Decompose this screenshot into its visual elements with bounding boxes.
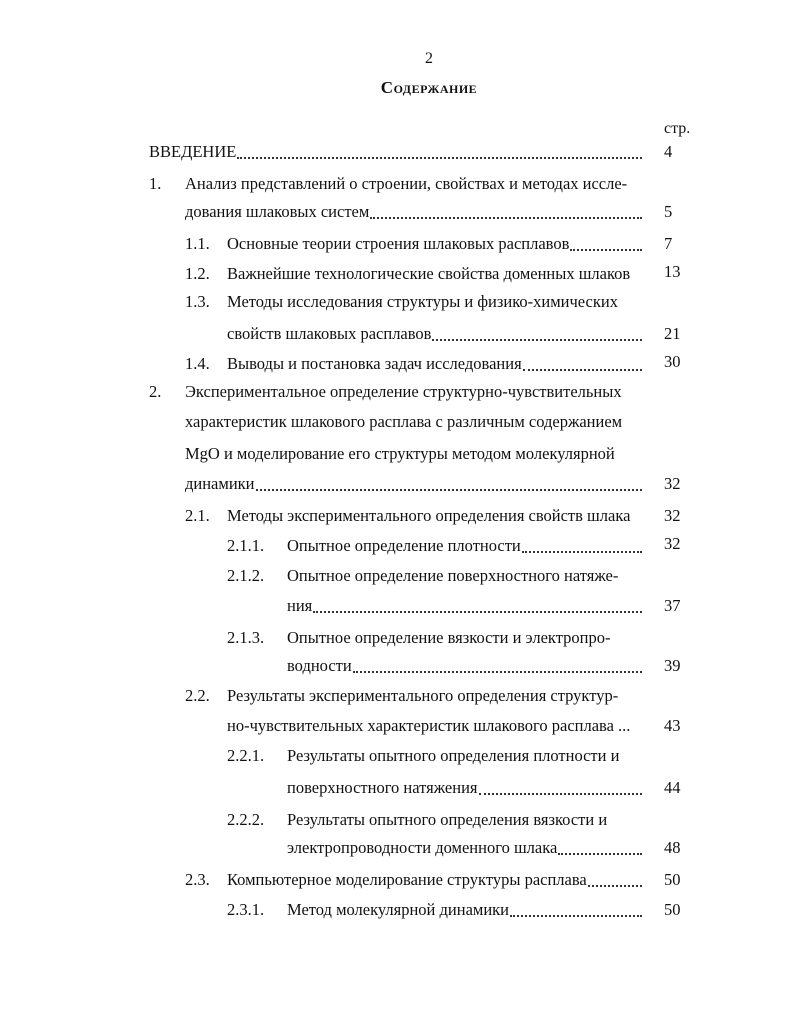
- toc-entry-title-line: но-чувствительных характеристик шлакового расплава ...: [227, 716, 631, 735]
- toc-entry-page: 44: [664, 778, 681, 797]
- toc-entry-number: 2.2.2.: [227, 810, 265, 829]
- toc-entry-page: 39: [664, 656, 681, 675]
- toc-entry-title-line: [149, 140, 644, 164]
- toc-entry-title-text: Опытное определение плотности: [287, 536, 521, 555]
- dot-leader: [479, 793, 643, 795]
- toc-entry-title-line: [185, 200, 644, 224]
- toc-entry-page: 7: [664, 234, 673, 253]
- dot-leader: [370, 217, 642, 219]
- toc-entry-number: 1.4.: [185, 354, 210, 373]
- toc-entry-number: 1.: [149, 174, 162, 193]
- dot-leader: [558, 853, 642, 855]
- toc-entry-title-text: свойств шлаковых расплавов: [227, 324, 432, 343]
- toc-entry-title-line: [227, 322, 644, 346]
- dot-leader: [237, 157, 642, 159]
- toc-entry-title-line: [287, 776, 644, 800]
- toc-entry-page: 21: [664, 324, 681, 343]
- toc-entry-title-line: [287, 654, 644, 678]
- page-number: 2: [425, 50, 433, 67]
- toc-entry-number: 2.3.: [185, 870, 210, 889]
- toc-entry-page: 48: [664, 838, 681, 857]
- page-title: Содержание: [380, 78, 478, 97]
- toc-entry-title-line: Методы исследования структуры и физико-химических: [227, 292, 618, 311]
- toc-entry-title-line: [287, 534, 644, 558]
- dot-leader: [523, 369, 642, 371]
- toc-entry-title-text: ВВЕДЕНИЕ: [149, 142, 237, 161]
- dot-leader: [570, 249, 642, 251]
- toc-entry-page: 37: [664, 596, 681, 615]
- toc-entry-title-text: Метод молекулярной динамики: [287, 900, 510, 919]
- toc-entry-title-text: Выводы и постановка задач исследования: [227, 354, 522, 373]
- toc-entry-title-line: [287, 594, 644, 618]
- toc-entry-title-line: [185, 472, 644, 496]
- toc-entry-title-line: [287, 836, 644, 860]
- dot-leader: [432, 339, 642, 341]
- page-column-header: стр.: [664, 120, 691, 137]
- toc-entry-title-line: [227, 232, 644, 256]
- toc-entry-title-text: поверхностного натяжения: [287, 778, 478, 797]
- toc-entry-page: 30: [664, 352, 681, 371]
- dot-leader: [256, 489, 643, 491]
- toc-entry-page: 43: [664, 716, 681, 735]
- toc-entry-number: 2.: [149, 382, 162, 401]
- toc-entry-title-line: Важнейшие технологические свойства доменных шлаков: [227, 264, 631, 283]
- toc-entry-number: 1.2.: [185, 264, 210, 283]
- toc-entry-number: 2.1.: [185, 506, 210, 525]
- toc-entry-title-line: [227, 868, 644, 892]
- toc-entry-title-line: [227, 352, 644, 376]
- toc-entry-title-line: Методы экспериментального определения свойств шлака: [227, 506, 631, 525]
- toc-entry-title-text: ния: [287, 596, 313, 615]
- dot-leader: [510, 915, 642, 917]
- toc-entry-title-text: дования шлаковых систем: [185, 202, 370, 221]
- toc-entry-number: 2.2.: [185, 686, 210, 705]
- toc-entry-title-line: Экспериментальное определение структурно-чувствительных: [185, 382, 622, 401]
- dot-leader: [313, 611, 642, 613]
- dot-leader: [353, 671, 642, 673]
- toc-entry-title-line: Опытное определение поверхностного натяже-: [287, 566, 619, 585]
- toc-entry-number: 1.1.: [185, 234, 210, 253]
- toc-entry-page: 50: [664, 870, 681, 889]
- toc-entry-page: 5: [664, 202, 673, 221]
- toc-entry-page: 32: [664, 534, 681, 553]
- toc-entry-title-line: Опытное определение вязкости и электропро-: [287, 628, 611, 647]
- toc-entry-page: 32: [664, 506, 681, 525]
- toc-entry-number: 2.1.1.: [227, 536, 265, 555]
- toc-entry-title-line: Результаты экспериментального определения структур-: [227, 686, 619, 705]
- toc-entry-title-text: водности: [287, 656, 352, 675]
- toc-entry-title-line: Результаты опытного определения вязкости и: [287, 810, 608, 829]
- toc-entry-title-text: Компьютерное моделирование структуры расплава: [227, 870, 587, 889]
- toc-entry-number: 2.3.1.: [227, 900, 265, 919]
- toc-entry-title-line: характеристик шлакового расплава с различным содержанием: [185, 412, 623, 431]
- dot-leader: [522, 551, 642, 553]
- toc-entry-number: 2.2.1.: [227, 746, 265, 765]
- toc-entry-number: 2.1.3.: [227, 628, 265, 647]
- toc-entry-page: 50: [664, 900, 681, 919]
- toc-entry-title-line: Результаты опытного определения плотности и: [287, 746, 620, 765]
- toc-entry-number: 1.3.: [185, 292, 210, 311]
- toc-entry-title-text: электропроводности доменного шлака: [287, 838, 558, 857]
- toc-entry-page: 4: [664, 142, 673, 161]
- toc-entry-title-line: MgO и моделирование его структуры методом молекулярной: [185, 444, 615, 463]
- toc-entry-title-text: динамики: [185, 474, 255, 493]
- toc-entry-number: 2.1.2.: [227, 566, 265, 585]
- toc-entry-page: 13: [664, 262, 681, 281]
- toc-entry-title-text: Основные теории строения шлаковых расплавов: [227, 234, 570, 253]
- dot-leader: [588, 885, 642, 887]
- toc-entry-title-line: Анализ представлений о строении, свойствах и методах иссле-: [185, 174, 628, 193]
- toc-entry-page: 32: [664, 474, 681, 493]
- toc-entry-title-line: [287, 898, 644, 922]
